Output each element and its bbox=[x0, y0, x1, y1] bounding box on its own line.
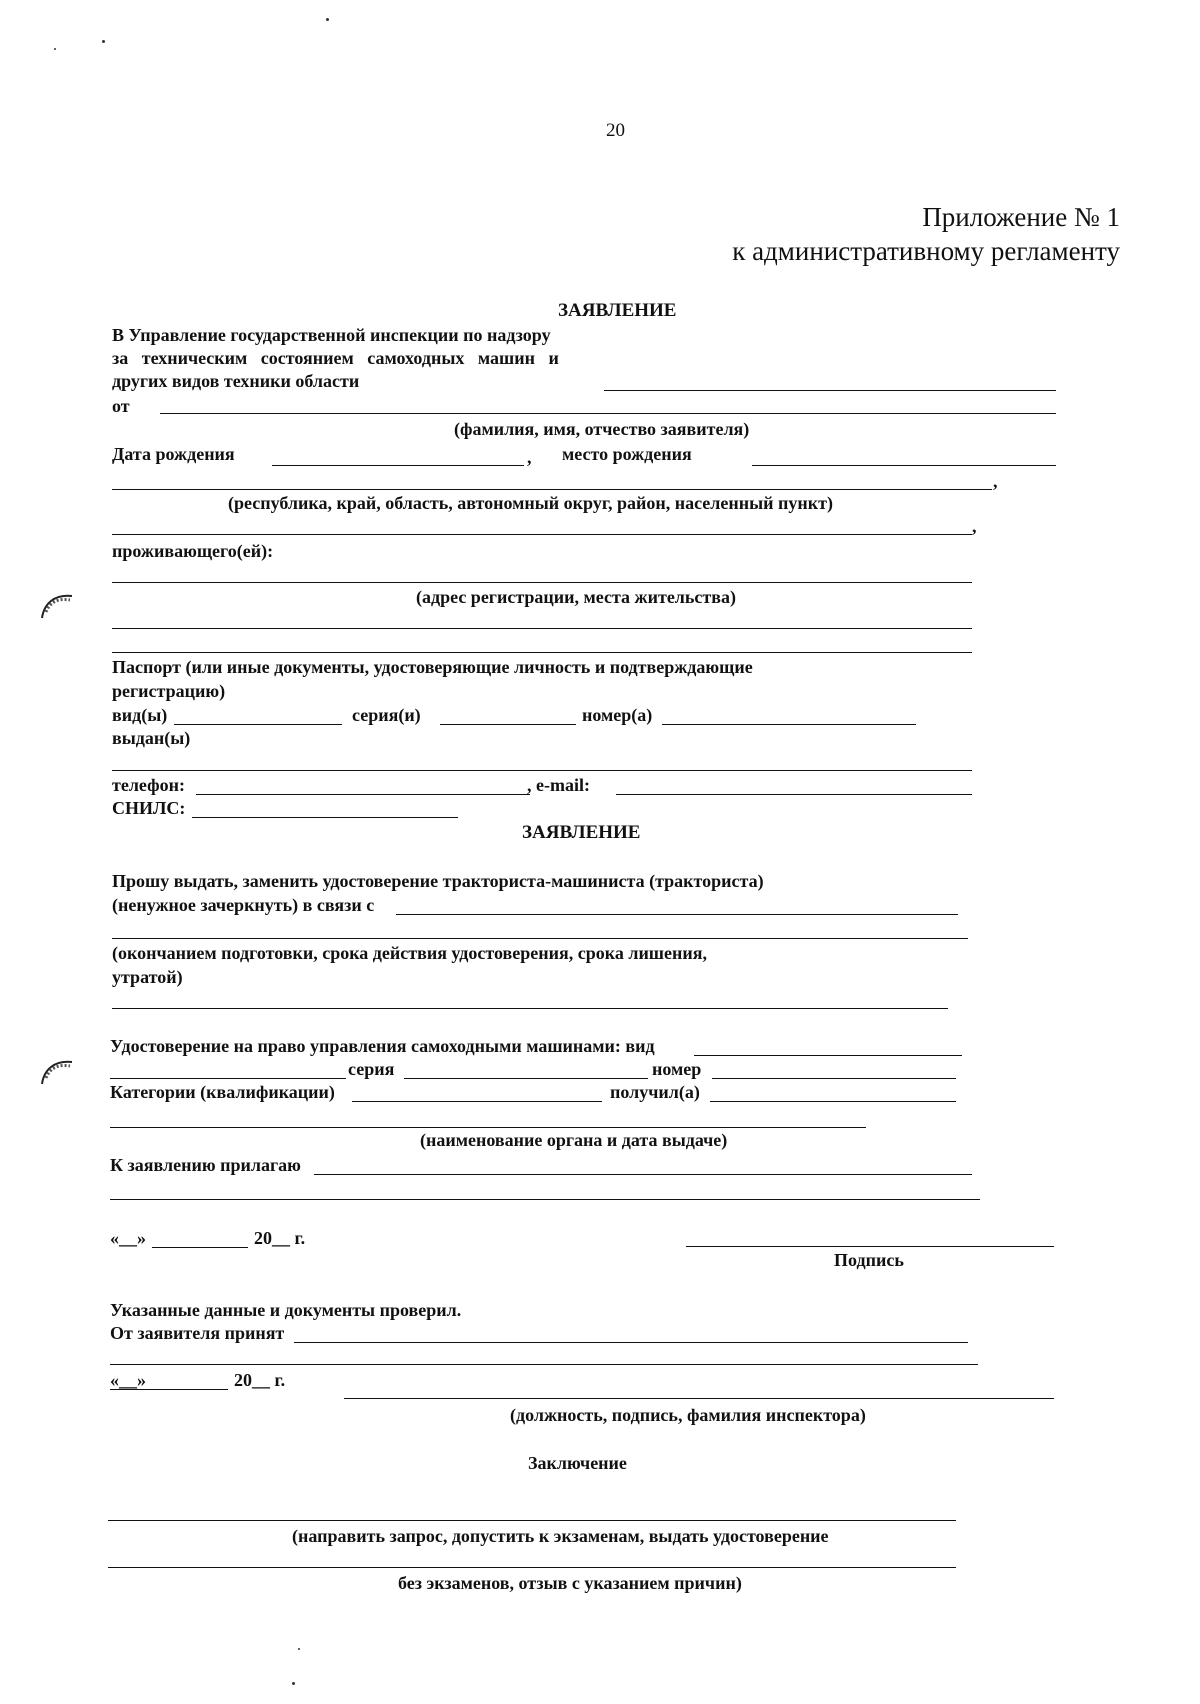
scan-speck bbox=[326, 18, 329, 21]
punch-hole-icon bbox=[38, 1054, 76, 1088]
appendix-line-1: Приложение № 1 bbox=[922, 202, 1120, 232]
license-series-line[interactable] bbox=[404, 1078, 648, 1079]
signature-label: Подпись bbox=[834, 1250, 904, 1270]
reason-hint-line-2: утратой) bbox=[112, 967, 183, 987]
hint-conclusion-1: (направить запрос, допустить к экзаменам, выдать удостоверение bbox=[292, 1526, 829, 1546]
request-reason-line-2[interactable] bbox=[112, 938, 968, 939]
license-pre-series-line[interactable] bbox=[110, 1078, 346, 1079]
accepted-line-2[interactable] bbox=[110, 1364, 978, 1365]
attach-line-2[interactable] bbox=[110, 1199, 980, 1200]
from-label: от bbox=[112, 396, 130, 416]
date2-year: 20__ г. bbox=[234, 1370, 286, 1390]
license-line-1: Удостоверение на право управления самоходными машинами: вид bbox=[110, 1036, 655, 1056]
birth-date-line[interactable] bbox=[272, 465, 524, 466]
page-number: 20 bbox=[606, 120, 625, 141]
checked-text: Указанные данные и документы проверил. bbox=[110, 1300, 462, 1320]
date-month-line[interactable] bbox=[152, 1247, 248, 1248]
license-type-line[interactable] bbox=[694, 1055, 962, 1056]
license-received-line[interactable] bbox=[710, 1101, 956, 1102]
license-number-label: номер bbox=[652, 1059, 702, 1079]
passport-line-1: Паспорт (или иные документы, удостоверяющие личность и подтверждающие bbox=[112, 657, 753, 677]
passport-series-line[interactable] bbox=[440, 724, 576, 725]
attach-line[interactable] bbox=[314, 1174, 972, 1175]
snils-label: СНИЛС: bbox=[112, 798, 186, 818]
scan-speck bbox=[292, 1682, 295, 1685]
address-line-3[interactable] bbox=[112, 652, 972, 653]
date2-day: «__» bbox=[110, 1370, 146, 1390]
applicant-name-line[interactable] bbox=[160, 413, 1056, 414]
appendix-line-2: к административному регламенту bbox=[732, 236, 1120, 266]
passport-issued-label: выдан(ы) bbox=[112, 728, 191, 748]
conclusion-line-1[interactable] bbox=[108, 1520, 956, 1521]
birth-place-label: место рождения bbox=[562, 444, 692, 464]
hint-inspector: (должность, подпись, фамилия инспектора) bbox=[510, 1405, 866, 1425]
conclusion-line-2[interactable] bbox=[108, 1567, 956, 1568]
conclusion-title: Заключение bbox=[528, 1453, 627, 1473]
header-title: ЗАЯВЛЕНИЕ bbox=[558, 300, 677, 321]
hint-issuer: (наименование органа и дата выдаче) bbox=[420, 1130, 728, 1150]
recipient-line-3: других видов техники области bbox=[112, 371, 360, 391]
region-line-2[interactable] bbox=[112, 534, 972, 535]
date-day: «__» bbox=[110, 1228, 146, 1248]
license-categories-line[interactable] bbox=[352, 1101, 602, 1102]
attach-label: К заявлению прилагаю bbox=[110, 1155, 301, 1175]
license-categories-label: Категории (квалификации) bbox=[110, 1082, 335, 1102]
passport-type-label: вид(ы) bbox=[112, 705, 168, 725]
region-field-line[interactable] bbox=[604, 390, 1056, 391]
date-year: 20__ г. bbox=[254, 1228, 306, 1248]
passport-number-label: номер(а) bbox=[582, 705, 653, 725]
birth-place-line-2[interactable] bbox=[112, 489, 992, 490]
address-line-1[interactable] bbox=[112, 582, 972, 583]
accepted-line[interactable] bbox=[294, 1342, 968, 1343]
passport-issued-line[interactable] bbox=[112, 770, 972, 771]
phone-line[interactable] bbox=[196, 794, 530, 795]
passport-series-label: серия(и) bbox=[352, 705, 421, 725]
reason-hint-line-1: (окончанием подготовки, срока действия удостоверения, срока лишения, bbox=[112, 943, 707, 963]
birth-comma: , bbox=[527, 447, 532, 467]
license-issuer-line[interactable] bbox=[110, 1127, 866, 1128]
birth-place-comma: , bbox=[993, 471, 998, 491]
request-line-1: Прошу выдать, заменить удостоверение тракториста-машиниста (тракториста) bbox=[112, 871, 764, 891]
snils-line[interactable] bbox=[192, 817, 458, 818]
address-line-2[interactable] bbox=[112, 628, 972, 629]
passport-line-2: регистрацию) bbox=[112, 681, 226, 701]
reason-line-3[interactable] bbox=[112, 1008, 948, 1009]
phone-label: телефон: bbox=[112, 775, 185, 795]
request-line-2: (ненужное зачеркнуть) в связи с bbox=[112, 895, 375, 915]
recipient-line-2: за техническим состоянием самоходных машин и bbox=[112, 348, 559, 368]
accepted-label: От заявителя принят bbox=[110, 1323, 285, 1343]
passport-type-line[interactable] bbox=[174, 724, 342, 725]
hint-conclusion-2: без экзаменов, отзыв с указанием причин) bbox=[398, 1573, 742, 1593]
email-line[interactable] bbox=[616, 794, 972, 795]
hint-fio: (фамилия, имя, отчество заявителя) bbox=[454, 419, 750, 439]
scan-speck bbox=[54, 48, 56, 50]
hint-region: (республика, край, область, автономный округ, район, населенный пункт) bbox=[228, 493, 833, 513]
license-received-label: получил(а) bbox=[610, 1082, 700, 1102]
date2-underline bbox=[110, 1389, 166, 1390]
license-series-label: серия bbox=[348, 1059, 395, 1079]
punch-hole-icon bbox=[38, 588, 76, 622]
birth-place-line[interactable] bbox=[752, 465, 1056, 466]
passport-number-line[interactable] bbox=[662, 724, 916, 725]
email-label: , e-mail: bbox=[527, 775, 590, 795]
birth-date-label: Дата рождения bbox=[112, 444, 235, 464]
inspector-line[interactable] bbox=[344, 1398, 1054, 1399]
hint-address: (адрес регистрации, места жительства) bbox=[416, 587, 736, 607]
region-comma: , bbox=[972, 516, 977, 536]
signature-line[interactable] bbox=[686, 1246, 1054, 1247]
residing-label: проживающего(ей): bbox=[112, 541, 274, 561]
scan-speck bbox=[102, 40, 105, 43]
recipient-line-1: В Управление государственной инспекции по надзору bbox=[112, 325, 551, 345]
license-number-line[interactable] bbox=[712, 1078, 956, 1079]
scan-speck bbox=[298, 1648, 300, 1650]
request-reason-line[interactable] bbox=[396, 914, 958, 915]
body-title: ЗАЯВЛЕНИЕ bbox=[522, 822, 641, 843]
